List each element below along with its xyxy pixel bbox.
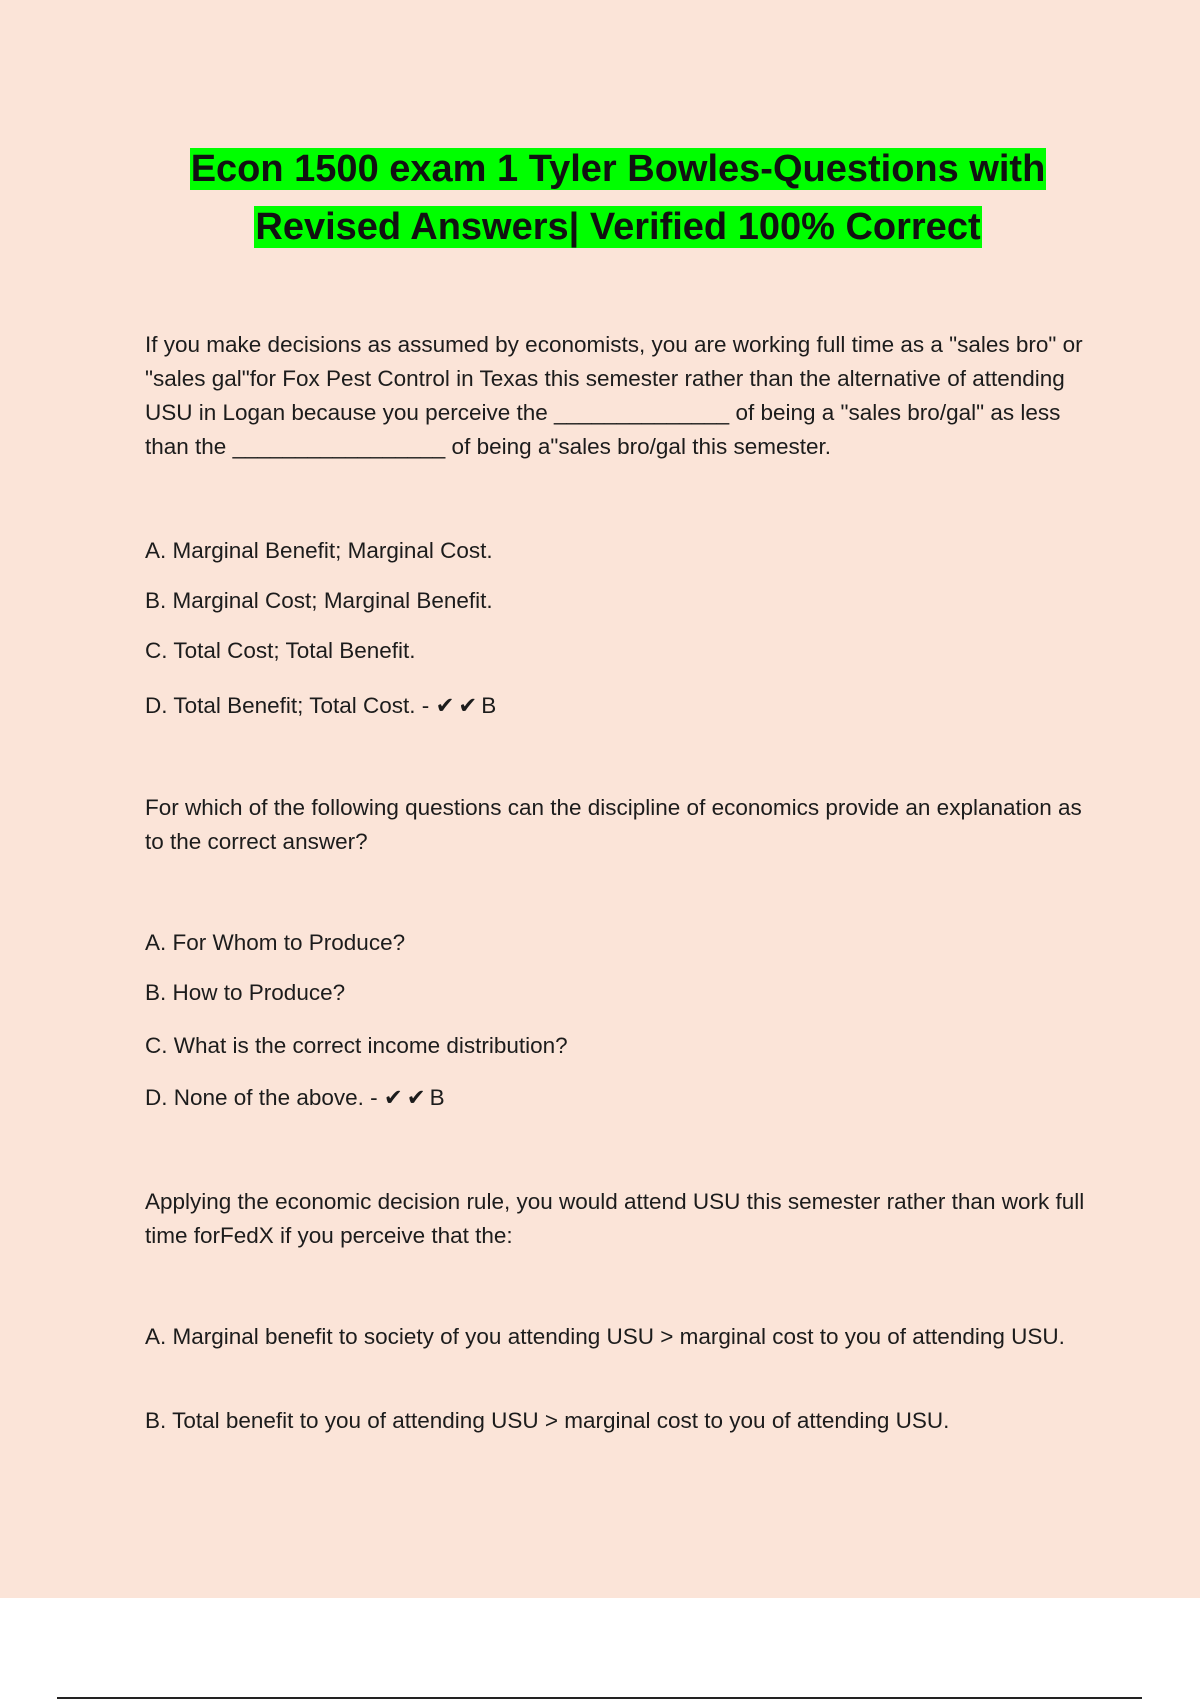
question-2-text: For which of the following questions can the discipline of economics provide an explanation as to the correct answer? [145, 795, 1082, 854]
q2-answer: B [429, 1085, 445, 1110]
q2-option-d [145, 1081, 1085, 1115]
q1-option-b: B. Marginal Cost; Marginal Benefit. [145, 588, 493, 613]
q2-option-a: A. For Whom to Produce? [145, 930, 406, 955]
title-line-1: Econ 1500 exam 1 Tyler Bowles-Questions with [190, 148, 1046, 190]
q3-option-b: B. Total benefit to you of attending USU > marginal cost to you of attending USU. [145, 1408, 950, 1433]
q2-option-d-label: D. None of the above. - [145, 1085, 378, 1110]
title-line-2: Revised Answers| Verified 100% Correct [255, 206, 981, 248]
page-divider [57, 1697, 1142, 1699]
q1-option-c: C. Total Cost; Total Benefit. [145, 638, 416, 663]
q1-option-d [145, 689, 1085, 723]
check-icon: ✔✔ [435, 693, 482, 719]
q2-option-b: B. How to Produce? [145, 980, 346, 1005]
question-1-text: If you make decisions as assumed by economists, you are working full time as a "sales bro" or "sales gal"for Fox Pest Control in Texas this semester rather than the alternative of attending USU in Logan because you perceive the ______________ of being a "sales bro/gal" as less than the _________________ of being a"sales bro/gal this semester. [145, 332, 1083, 459]
check-icon: ✔✔ [383, 1085, 430, 1111]
q1-option-a: A. Marginal Benefit; Marginal Cost. [145, 538, 493, 563]
q1-option-d-label: D. Total Benefit; Total Cost. - [145, 693, 430, 718]
q2-option-c: C. What is the correct income distribution? [145, 1033, 568, 1058]
q3-option-a: A. Marginal benefit to society of you attending USU > marginal cost to you of attending USU. [145, 1324, 1065, 1349]
document-title [0, 140, 1200, 256]
question-3-text: Applying the economic decision rule, you would attend USU this semester rather than work full time forFedX if you perceive that the: [145, 1189, 1085, 1248]
q1-answer: B [481, 693, 497, 718]
